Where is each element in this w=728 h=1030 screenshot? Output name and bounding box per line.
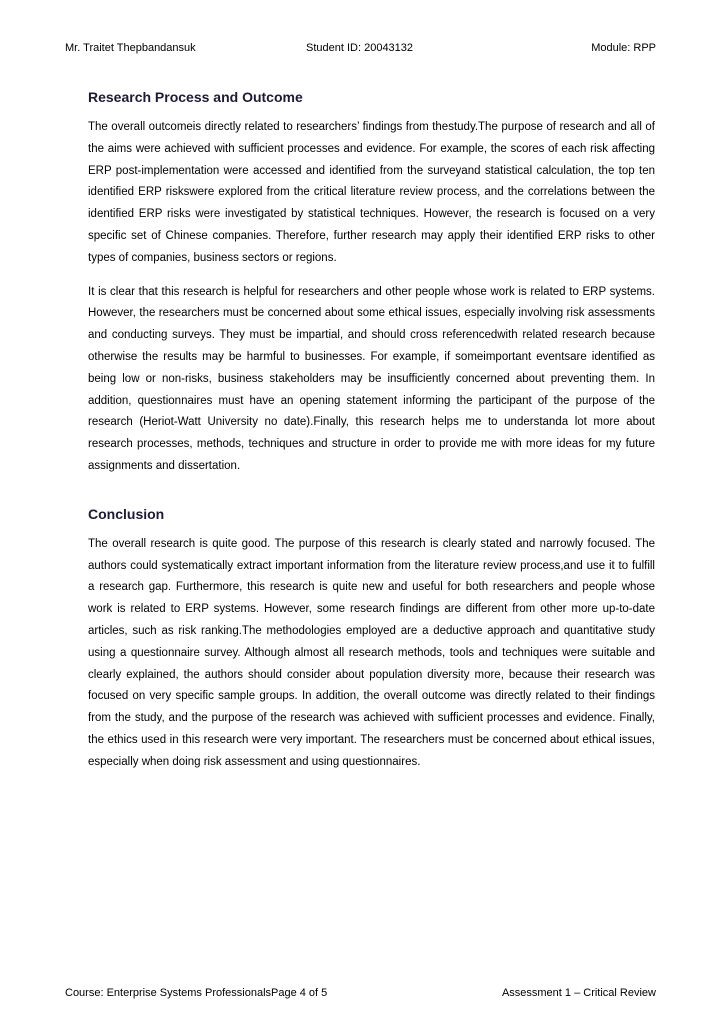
footer-assessment: Assessment 1 – Critical Review — [501, 987, 656, 999]
footer-page-number: Page 4 of 5 — [271, 987, 328, 999]
paragraph-research-ethics: It is clear that this research is helpful for researchers and other people whose work is related to ERP systems. However, the researchers must be concerned about some ethical issues, especially involving risk assessments and conducting surveys. They must be impartial, and should cross referencedwith related research because otherwise the results may be harmful to businesses. For example, if someimportant eventsare identified as being low or non-risks, business stakeholders may be insufficiently concerned about preventing them. In addition, questionnaires must have an opening statement informing the participant of the purpose of the research (Heriot-Watt University no date).Finally, this research helps me to understanda lot more about research processes, methods, techniques and structure in order to provide me with more ideas for my future assignments and dissertation. — [88, 285, 655, 472]
paragraph-research-outcome: The overall outcomeis directly related to researchers’ findings from thestudy.The purpose of research and all of the aims were achieved with sufficient processes and evidence. For example, the scores of each risk affecting ERP post-implementation were accessed and identified from the surveyand statistical calculation, the top ten identified ERP riskswere explored from the critical literature review process, and the correlations between the identified ERP risks were investigated by statistical techniques. However, the research is focused on a very specific set of Chinese companies. Therefore, further research may apply their identified ERP risks to other types of companies, business sectors or regions. — [88, 121, 655, 264]
running-header — [65, 40, 656, 56]
document-body — [88, 87, 655, 786]
footer-course: Course: Enterprise Systems Professionals — [65, 987, 272, 999]
section-heading-research-process: Research Process and Outcome — [88, 89, 303, 105]
header-author: Mr. Traitet Thepbandansuk — [65, 42, 196, 54]
header-student-id: Student ID: 20043132 — [306, 42, 414, 54]
section-heading-conclusion: Conclusion — [88, 505, 165, 522]
running-footer — [65, 985, 656, 1001]
header-module: Module: RPP — [591, 42, 656, 54]
section-gap — [88, 490, 655, 504]
paragraph-conclusion: The overall research is quite good. The purpose of this research is clearly stated and narrowly focused. The authors could systematically extract important information from the literature review process,and use it to fulfill a research gap. Furthermore, this research is quite new and useful for both researchers and people whose work is related to ERP systems. However, some research findings are different from other more up-to-date articles, such as risk ranking.The methodologies employed are a deductive approach and quantitative study using a questionnaire survey. Although almost all research methods, tools and techniques were suitable and clearly explained, the authors should consider about population diversity more, because their research was focused on very specific sample groups. In addition, the overall outcome was directly related to their findings from the study, and the purpose of the research was achieved with sufficient processes and evidence. Finally, the ethics used in this research were very important. The researchers must be concerned about ethical issues, especially when doing risk assessment and using questionnaires. — [88, 537, 655, 768]
